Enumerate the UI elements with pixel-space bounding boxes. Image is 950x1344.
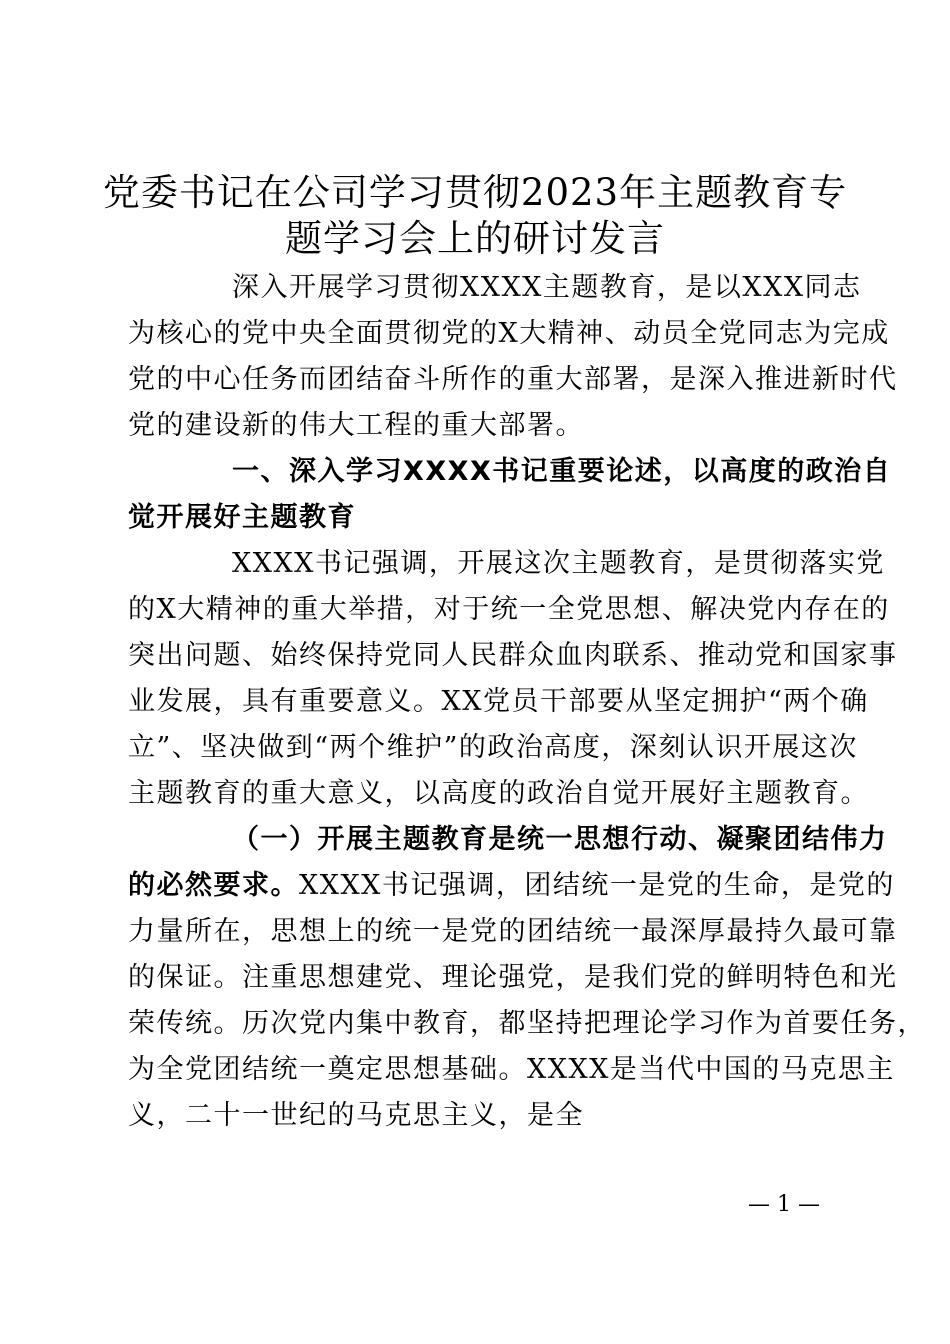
intro-line: 党的建设新的伟大工程的重大部署。 <box>128 410 584 441</box>
paragraph-line: 的X大精神的重大举措，对于统一全党思想、解决党内存在的 <box>128 594 890 625</box>
paragraph-line: 荣传统。历次党内集中教育，都坚持把理论学习作为首要任务， <box>128 1008 926 1039</box>
intro-line: 党的中心任务而团结奋斗所作的重大部署，是深入推进新时代 <box>128 364 898 395</box>
page-number: — 1 — <box>748 1192 820 1217</box>
paragraph-line: 主题教育的重大意义，以高度的政治自觉开展好主题教育。 <box>128 778 869 809</box>
paragraph-line: 为全党团结统一奠定思想基础。XXXX是当代中国的马克思主 <box>128 1054 895 1085</box>
paragraph-line: 业发展，具有重要意义。XX党员干部要从坚定拥护“两个确 <box>128 686 869 717</box>
paragraph-text: XXXX书记强调，团结统一是党的生命，是党的 <box>299 870 895 901</box>
paragraph-line: 的保证。注重思想建党、理论强党，是我们党的鲜明特色和光 <box>128 962 898 993</box>
document-title-line-1: 党委书记在公司学习贯彻2023年主题教育专 <box>102 171 848 214</box>
subsection-heading-tail: 的必然要求。 <box>128 870 299 901</box>
intro-line: 深入开展学习贯彻XXXX主题教育，是以XXX同志 <box>232 272 862 303</box>
paragraph-line: XXXX书记强调，开展这次主题教育，是贯彻落实党 <box>232 548 885 579</box>
section-heading-line: 觉开展好主题教育 <box>128 502 356 533</box>
subsection-heading-line-2 <box>128 866 895 906</box>
paragraph-line: 力量所在，思想上的统一是党的团结统一最深厚最持久最可靠 <box>128 916 898 947</box>
paragraph-line: 突出问题、始终保持党同人民群众血肉联系、推动党和国家事 <box>128 640 898 671</box>
subsection-heading-line: （一）开展主题教育是统一思想行动、凝聚团结伟力 <box>232 824 888 855</box>
paragraph-line: 立”、坚决做到“两个维护”的政治高度，深刻认识开展这次 <box>128 732 858 763</box>
intro-line: 为核心的党中央全面贯彻党的X大精神、动员全党同志为完成 <box>128 318 890 349</box>
document-title-line-2: 题学习会上的研讨发言 <box>285 217 665 260</box>
section-heading-line: 一、深入学习XXXX书记重要论述，以高度的政治自 <box>232 456 892 487</box>
paragraph-line: 义，二十一世纪的马克思主义，是全 <box>128 1100 584 1131</box>
